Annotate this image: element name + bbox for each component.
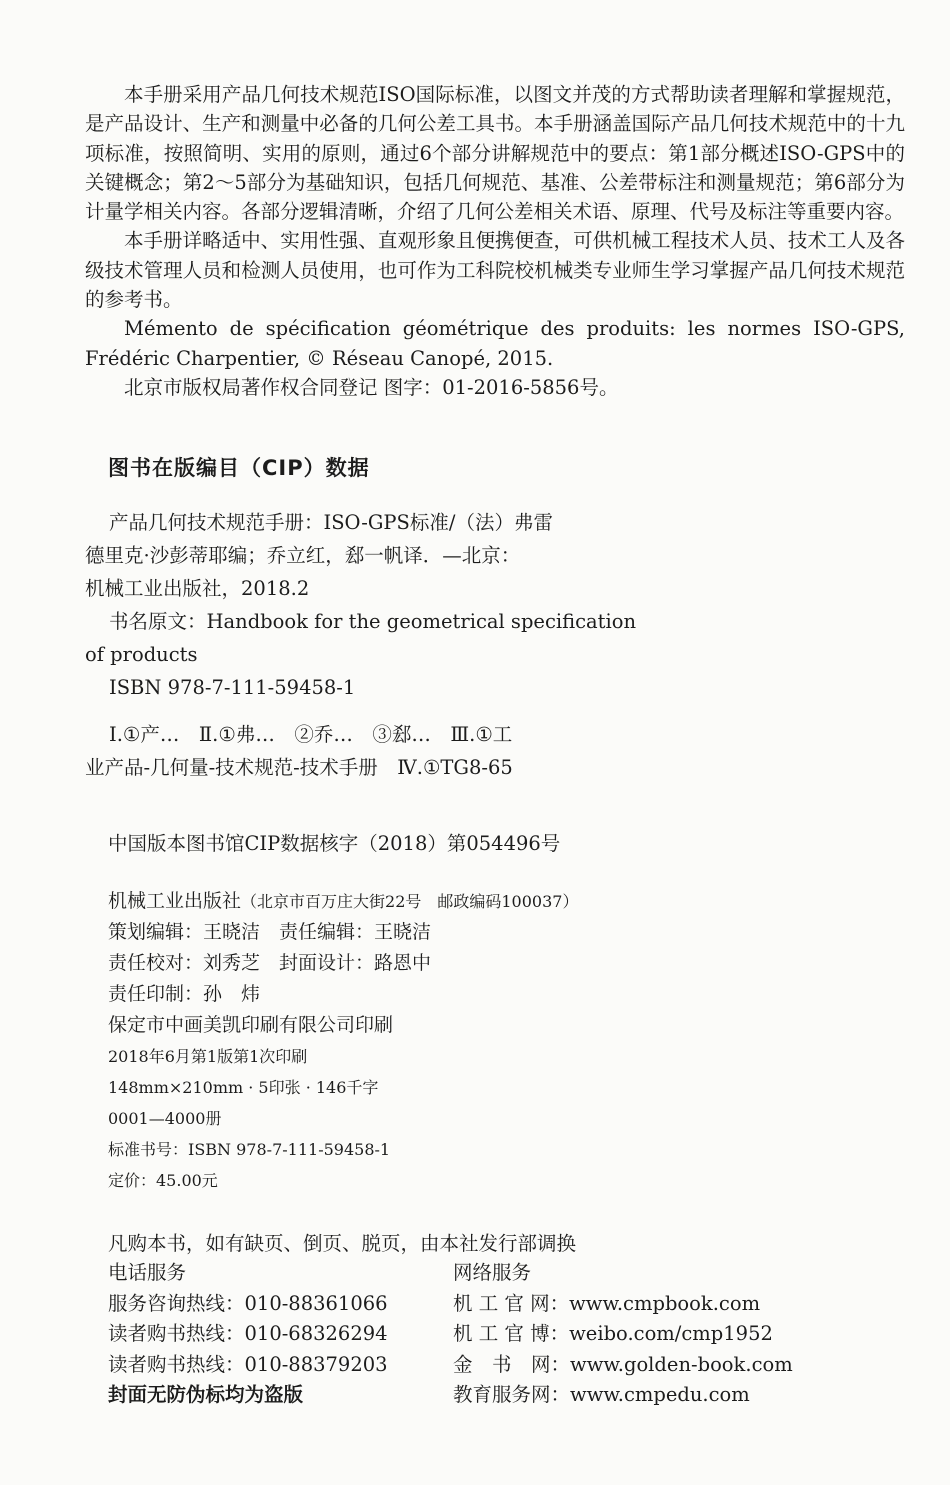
phone-service-title: 电话服务 (108, 1261, 187, 1284)
phone-hotline: 读者购书热线：010-88379203 (108, 1352, 388, 1376)
cip-verification-number: 中国版本图书馆CIP数据核字（2018）第054496号 (108, 832, 561, 855)
isbn-line: 标准书号：ISBN 978-7-111-59458-1 (108, 1140, 391, 1159)
web-service-title: 网络服务 (453, 1261, 532, 1284)
web-link: 教育服务网：www.cmpedu.com (453, 1383, 750, 1406)
cip-line: 德里克·沙彭蒂耶编；乔立红，郄一帆译．—北京： (85, 544, 521, 567)
intro-paragraph-2: 本手册详略适中、实用性强、直观形象且便携便查，可供机械工程技术人员、技术工人及各级技术管理人员和检测人员使用，也可作为工科院校机械类专业师生学习掌握产品几何技术规范的参考书。 (85, 229, 905, 312)
cip-data-block (85, 506, 645, 784)
publisher-line (108, 886, 808, 917)
copyright-registration: 北京市版权局著作权合同登记 图字：01-2016-5856号。 (124, 375, 619, 399)
contact-services (108, 1258, 868, 1411)
print-run-line: 0001—4000册 (108, 1109, 222, 1128)
cip-line: 书名原文：Handbook for the geometrical specification (109, 610, 637, 633)
printer-line: 保定市中画美凯印刷有限公司印刷 (108, 1014, 394, 1036)
phone-hotline: 读者购书热线：010-68326294 (108, 1322, 388, 1345)
cip-line: 业产品-几何量-技术规范-技术手册 Ⅳ.①TG8-65 (85, 756, 513, 779)
edition-line: 2018年6月第1版第1次印刷 (108, 1047, 308, 1066)
cip-line: ISBN 978-7-111-59458-1 (109, 676, 356, 699)
web-link: 金 书 网：www.golden-book.com (453, 1352, 793, 1376)
cip-heading: 图书在版编目（CIP）数据 (108, 456, 370, 480)
phone-hotline: 服务咨询热线：010-88361066 (108, 1291, 388, 1315)
editor-line: 策划编辑：王晓洁 责任编辑：王晓洁 (108, 921, 432, 943)
intro-paragraph-1: 本手册采用产品几何技术规范ISO国际标准，以图文并茂的方式帮助读者理解和掌握规范，是产品设计、生产和测量中必备的几何公差工具书。本手册涵盖国际产品几何技术规范中的十九项标准，按照简明、实用的原则，通过6个部分讲解规范中的要点：第1部分概述ISO-GPS中的关键概念；第2～5部分为基础知识，包括几何规范、基准、公差带标注和测量规范；第6部分为计量学相关内容。各部分逻辑清晰，介绍了几何公差相关术语、原理、代号及标注等重要内容。 (85, 83, 905, 224)
defect-notice: 凡购本书，如有缺页、倒页、脱页，由本社发行部调换 (108, 1232, 577, 1255)
original-title-note: Mémento de spécification géométrique des produits: les normes ISO-GPS, Frédéric Charpentier, © Réseau Canopé, 2015. (85, 317, 905, 370)
anti-piracy-notice: 封面无防伪标均为盗版 (108, 1383, 304, 1406)
cip-line: 机械工业出版社，2018.2 (85, 577, 310, 600)
proofreader-line: 责任校对：刘秀芝 封面设计：路恩中 (108, 952, 432, 974)
publication-credits (108, 886, 808, 1196)
format-line: 148mm×210mm · 5印张 · 146千字 (108, 1078, 379, 1097)
book-introduction (85, 80, 905, 402)
cip-line: 产品几何技术规范手册：ISO-GPS标准/（法）弗雷 (109, 511, 553, 534)
cip-line: of products (85, 643, 198, 666)
printing-manager-line: 责任印制：孙 炜 (108, 983, 261, 1005)
web-link: 机 工 官 网：www.cmpbook.com (453, 1291, 761, 1315)
price-line: 定价：45.00元 (108, 1171, 218, 1190)
publisher-address: （北京市百万庄大街22号 邮政编码100037） (241, 892, 579, 911)
cip-line: Ⅰ.①产… Ⅱ.①弗… ②乔… ③郄… Ⅲ.①工 (109, 723, 513, 746)
publisher-name: 机械工业出版社 (108, 890, 242, 912)
web-link: 机 工 官 博：weibo.com/cmp1952 (453, 1322, 773, 1345)
